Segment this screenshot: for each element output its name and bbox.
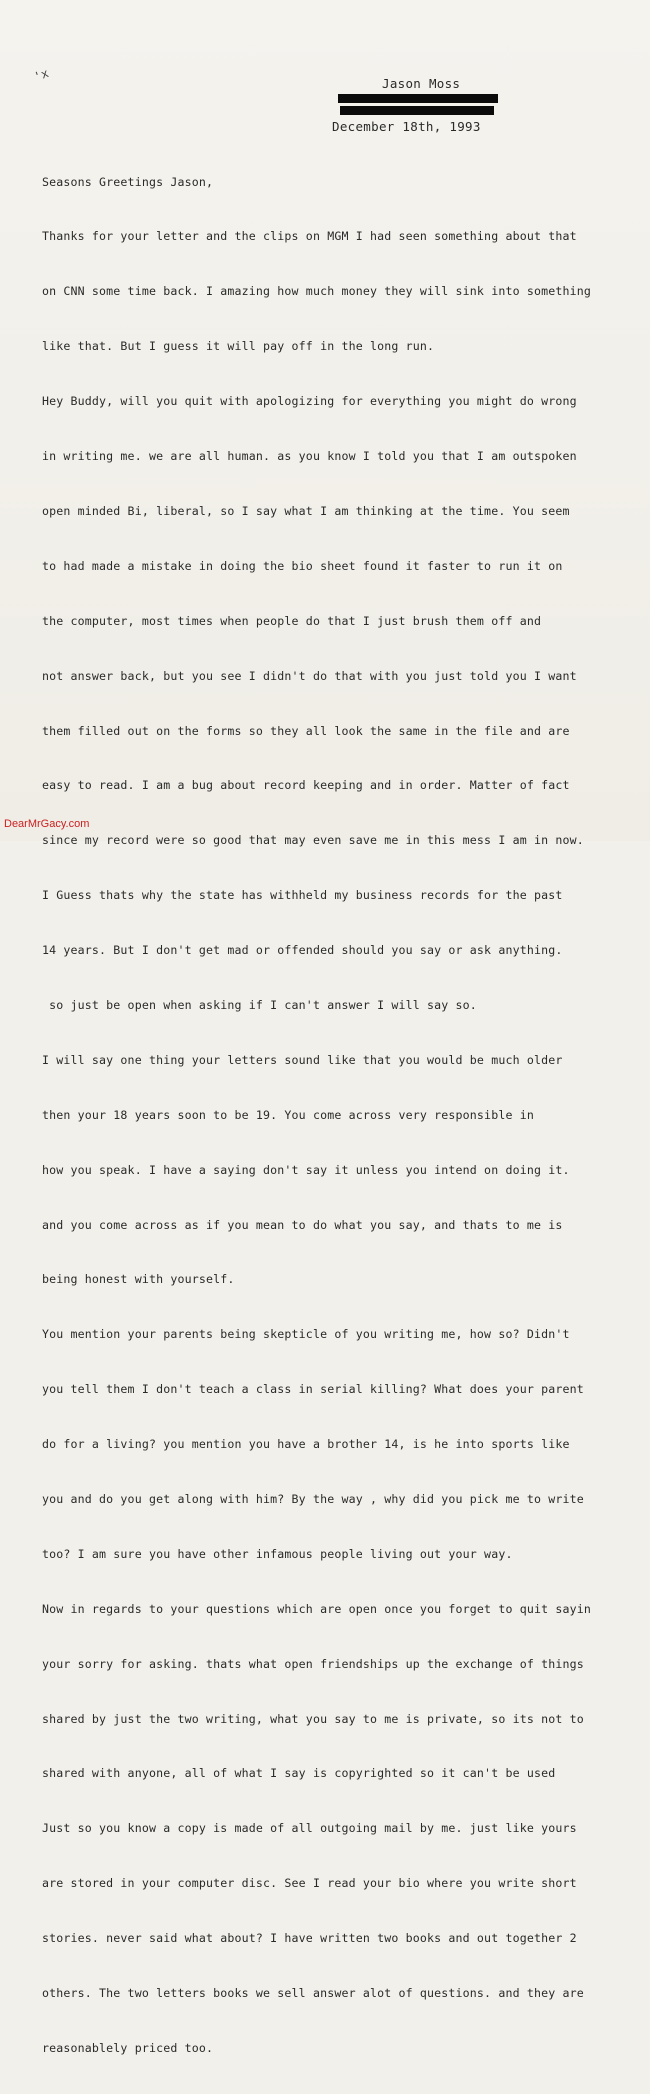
letter-line: I Guess thats why the state has withheld my business records for the past [42,888,563,903]
addressee-name: Jason Moss [382,76,461,91]
letter-line: in writing me. we are all human. as you know I told you that I am outspoken [42,449,577,464]
letter-line: your sorry for asking. thats what open friendships up the exchange of things [42,1656,584,1671]
letter-line: do for a living? you mention you have a brother 14, is he into sports like [42,1437,570,1452]
letter-line: Hey Buddy, will you quit with apologizing for everything you might do wrong [42,394,577,409]
letter-date: December 18th, 1993 [332,119,481,134]
letter-line: how you speak. I have a saying don't say it unless you intend on doing it. [42,1162,570,1177]
letter-line: 14 years. But I don't get mad or offended should you say or ask anything. [42,943,563,958]
redacted-address-line-1 [338,94,498,103]
letter-line: You mention your parents being skepticle of you writing me, how so? Didn't [42,1327,570,1342]
letter-line: open minded Bi, liberal, so I say what I am thinking at the time. You seem [42,503,570,518]
letter-line: Just so you know a copy is made of all outgoing mail by me. just like yours [42,1821,577,1836]
letter-line: you tell them I don't teach a class in serial killing? What does your parent [42,1382,584,1397]
letter-line: shared with anyone, all of what I say is copyrighted so it can't be used [42,1766,556,1781]
letter-line: too? I am sure you have other infamous people living out your way. [42,1546,513,1561]
letter-line: Thanks for your letter and the clips on MGM I had seen something about that [42,229,577,244]
letter-line: you and do you get along with him? By the way , why did you pick me to write [42,1491,584,1506]
letter-line: like that. But I guess it will pay off in the long run. [42,339,435,354]
letter-line: are stored in your computer disc. See I read your bio where you write short [42,1876,577,1891]
letter-line: reasonablely priced too. [42,2040,214,2055]
letter-line: I will say one thing your letters sound like that you would be much older [42,1052,563,1067]
corner-mark: 'x [32,65,51,85]
letter-line: Now in regards to your questions which are open once you forget to quit sayin [42,1601,592,1616]
letter-line: stories. never said what about? I have written two books and out together 2 [42,1931,577,1946]
letter-line: Seasons Greetings Jason, [42,174,214,189]
letter-line: being honest with yourself. [42,1272,235,1287]
letter-line: shared by just the two writing, what you say to me is private, so its not to [42,1711,584,1726]
letter-line: the computer, most times when people do that I just brush them off and [42,613,542,628]
letter-line: them filled out on the forms so they all look the same in the file and are [42,723,570,738]
site-watermark: DearMrGacy.com [4,818,90,830]
letter-line: on CNN some time back. I amazing how much money they will sink into something [42,284,592,299]
letter-line: not answer back, but you see I didn't do that with you just told you I want [42,668,577,683]
letter-line: easy to read. I am a bug about record keeping and in order. Matter of fact [42,778,570,793]
letter-line: to had made a mistake in doing the bio sheet found it faster to run it on [42,558,563,573]
letter-line: others. The two letters books we sell answer alot of questions. and they are [42,1985,584,2000]
letter-line: so just be open when asking if I can't answer I will say so. [42,997,477,1012]
letter-line: then your 18 years soon to be 19. You come across very responsible in [42,1107,534,1122]
letter-line: since my record were so good that may even save me in this mess I am in now. [42,833,584,848]
redacted-address-line-2 [340,106,494,115]
letter-body [42,136,642,2094]
letter-line: and you come across as if you mean to do what you say, and thats to me is [42,1217,563,1232]
